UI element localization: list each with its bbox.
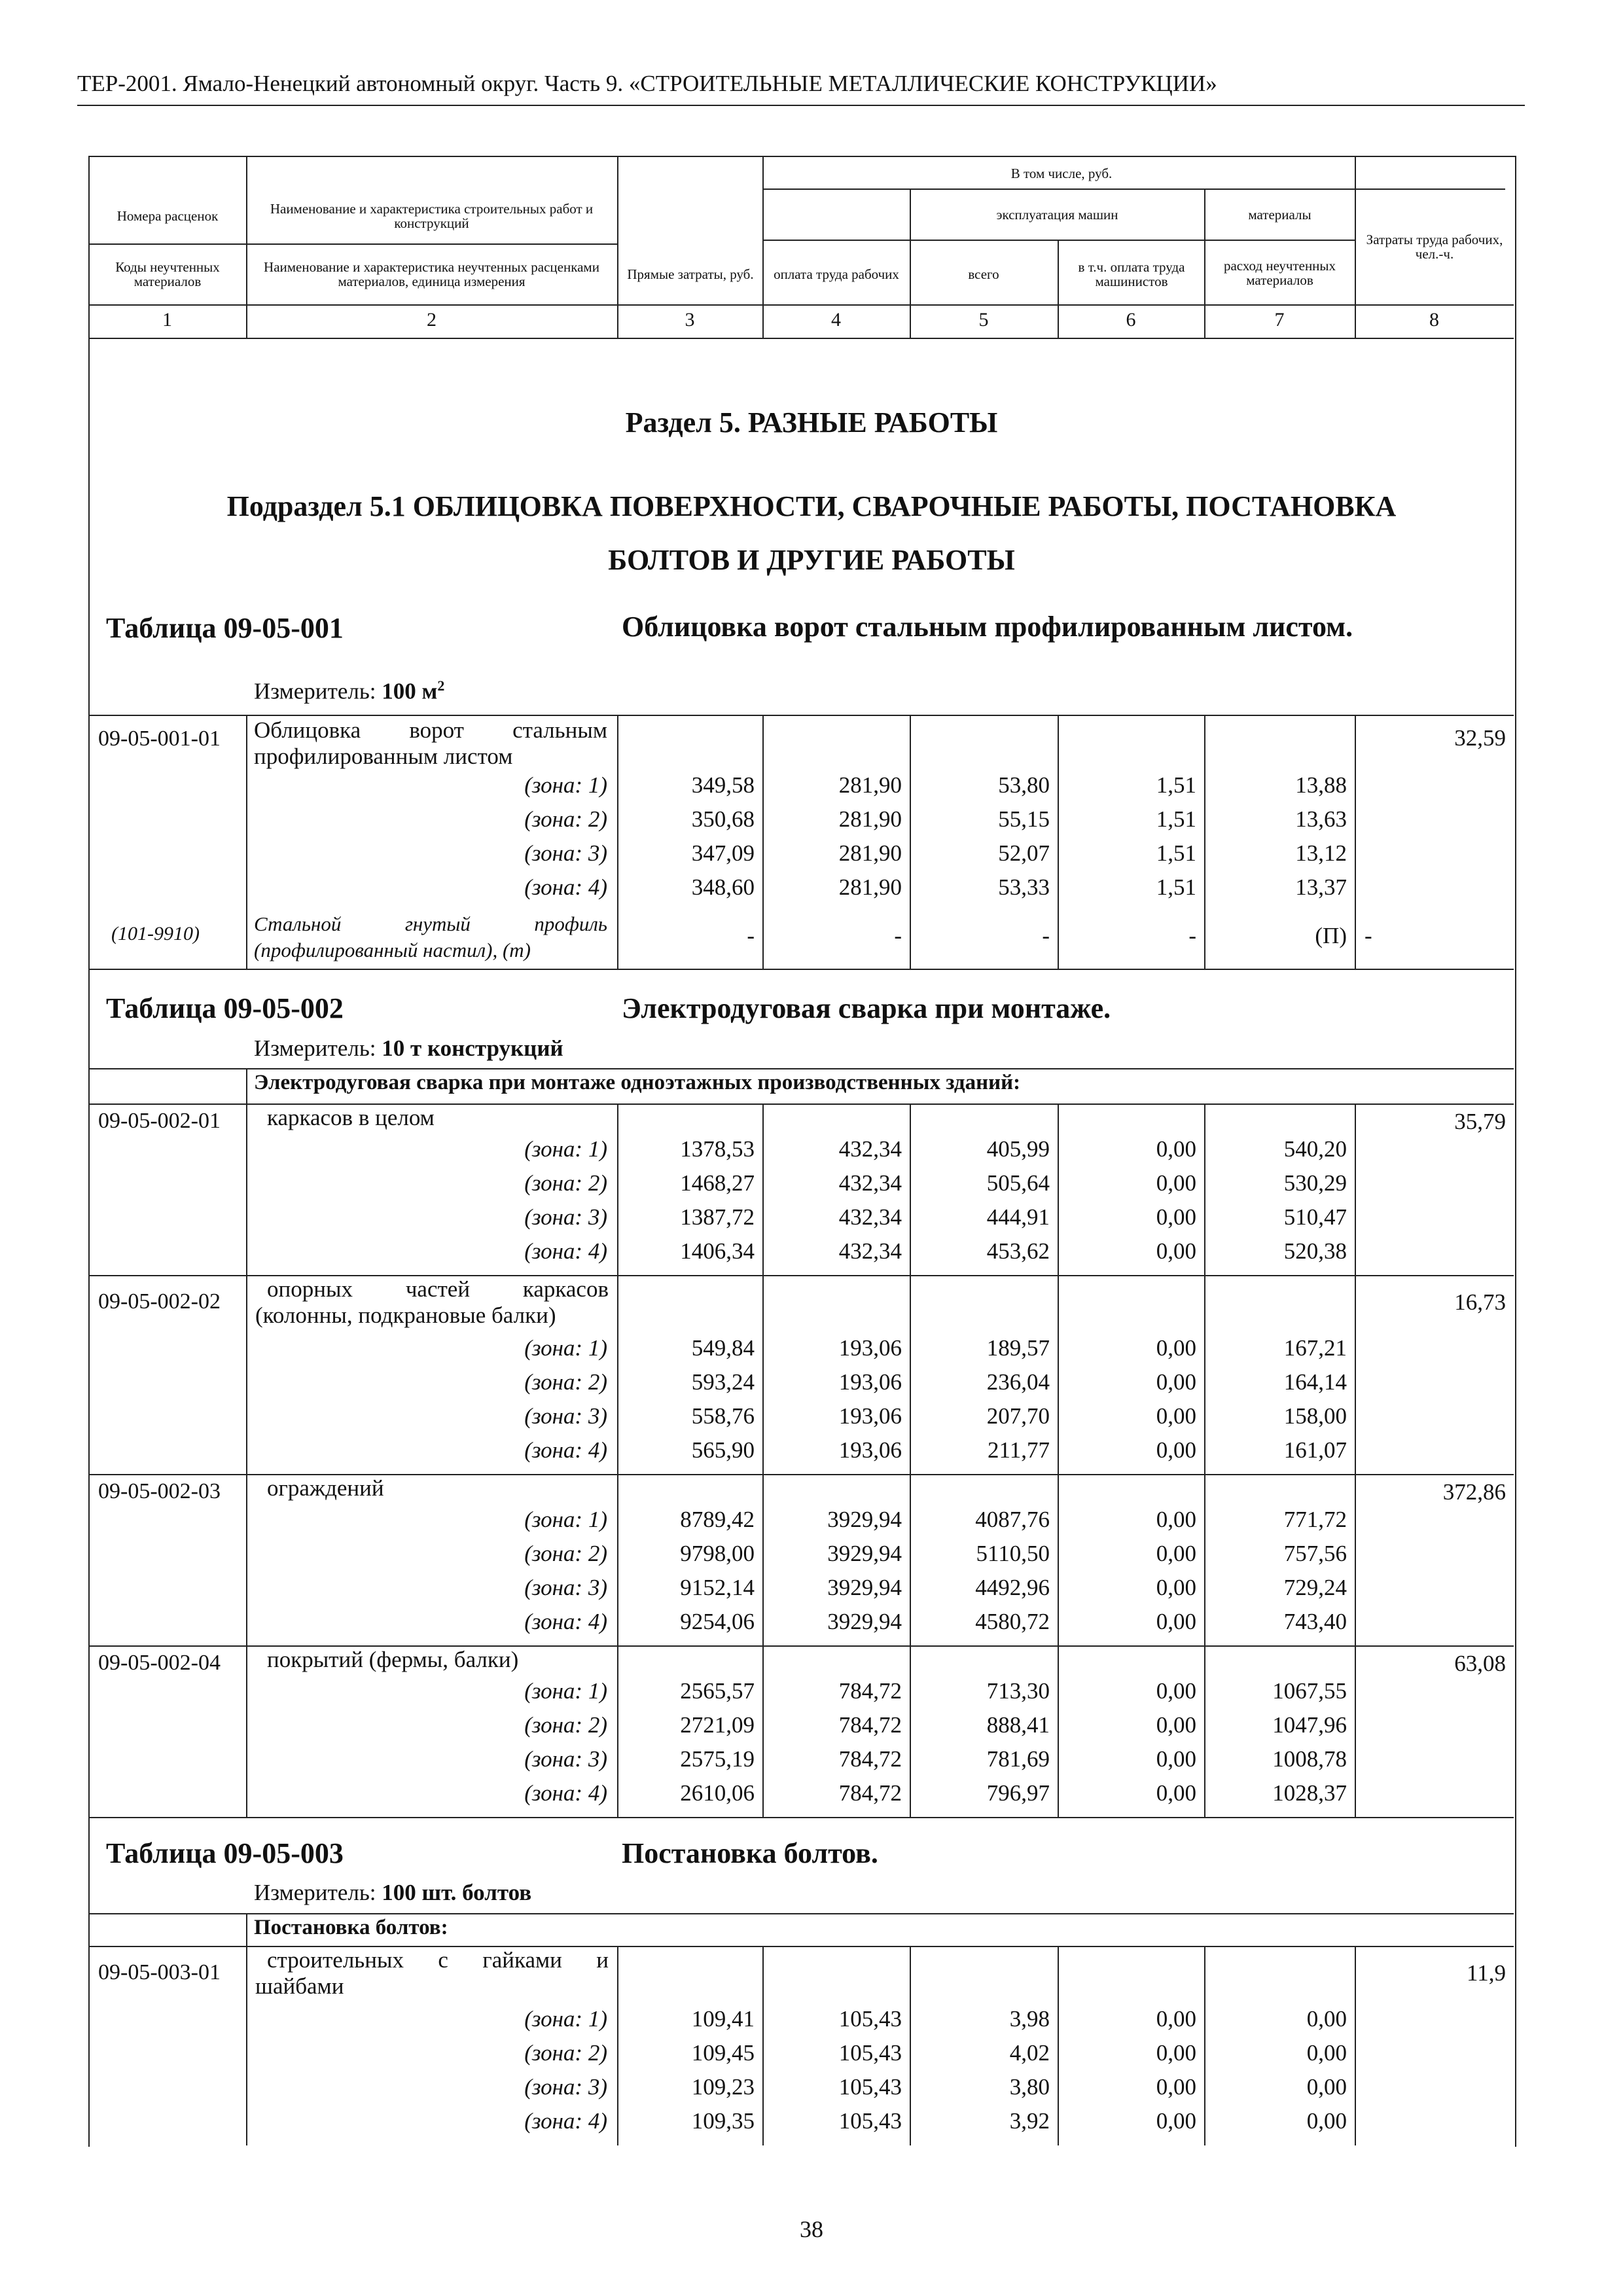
value-c3: 109,45	[691, 2040, 755, 2066]
value-c4: 432,34	[838, 1136, 902, 1162]
column-number: 8	[1429, 309, 1439, 331]
material-value: -	[1364, 923, 1372, 948]
zone-label: (зона: 4)	[524, 2108, 607, 2134]
zone-label: (зона: 3)	[524, 1403, 607, 1429]
value-c7: 757,56	[1283, 1541, 1347, 1566]
value-c6: 1,51	[1156, 772, 1196, 798]
rule	[88, 1068, 1514, 1069]
value-c4: 784,72	[838, 1780, 902, 1806]
col-total: всего	[968, 266, 999, 282]
value-c4: 105,43	[838, 2108, 902, 2134]
rate-description: ограждений	[267, 1475, 384, 1501]
value-c6: 1,51	[1156, 840, 1196, 866]
value-c5: 53,80	[998, 772, 1050, 798]
value-c5: 453,62	[986, 1238, 1050, 1264]
rate-code: 09-05-002-04	[98, 1651, 221, 1675]
value-c6: 0,00	[1156, 1403, 1196, 1429]
header-rule	[77, 105, 1525, 106]
column-number: 6	[1126, 309, 1136, 331]
value-c4: 105,43	[838, 2074, 902, 2100]
value-c3: 2721,09	[680, 1712, 755, 1738]
value-c3: 8789,42	[680, 1507, 755, 1532]
value-c7: 161,07	[1283, 1437, 1347, 1463]
zone-label: (зона: 3)	[524, 1575, 607, 1600]
page-number: 38	[800, 2216, 823, 2242]
value-c7: 167,21	[1283, 1335, 1347, 1361]
zone-label: (зона: 4)	[524, 874, 607, 900]
zone-label: (зона: 2)	[524, 1712, 607, 1738]
material-description: Стальной гнутый профиль (профилированный настил), (т)	[254, 912, 607, 961]
value-c5: 4492,96	[975, 1575, 1050, 1600]
value-c6: 0,00	[1156, 2108, 1196, 2134]
zone-label: (зона: 3)	[524, 2074, 607, 2100]
column-rule	[246, 1474, 247, 1645]
section-title: Раздел 5. РАЗНЫЕ РАБОТЫ	[625, 406, 998, 439]
value-c4: 784,72	[838, 1746, 902, 1772]
value-c7: 0,00	[1306, 2108, 1347, 2134]
value-c7: 1028,37	[1272, 1780, 1347, 1806]
value-c7: 771,72	[1283, 1507, 1347, 1532]
value-c5: 4,02	[1009, 2040, 1050, 2066]
value-c5: 211,77	[988, 1437, 1050, 1463]
value-c4: 193,06	[838, 1403, 902, 1429]
zone-label: (зона: 2)	[524, 1541, 607, 1566]
value-c6: 0,00	[1156, 1780, 1196, 1806]
value-c4: 105,43	[838, 2006, 902, 2032]
value-c5: 888,41	[986, 1712, 1050, 1738]
rate-description: опорных частей каркасов (колонны, подкрановые балки)	[255, 1276, 609, 1328]
value-c5: 713,30	[986, 1678, 1050, 1704]
value-c3: 1468,27	[680, 1170, 755, 1196]
value-c6: 0,00	[1156, 1609, 1196, 1634]
col-name-materials: Наименование и характеристика неучтенных расценками материалов, единица измерения	[264, 259, 599, 289]
col-labor: Затраты труда рабочих, чел.-ч.	[1366, 232, 1503, 262]
table-label: Таблица 09-05-001	[106, 612, 344, 644]
value-c7: 0,00	[1306, 2074, 1347, 2100]
rate-description: Облицовка ворот стальным профилированным листом	[254, 717, 607, 769]
rule	[88, 715, 1514, 716]
value-c4: 432,34	[838, 1204, 902, 1230]
zone-label: (зона: 3)	[524, 1204, 607, 1230]
value-c4: 3929,94	[827, 1575, 902, 1600]
column-number: 4	[831, 309, 841, 331]
material-value: -	[894, 923, 902, 948]
zone-label: (зона: 1)	[524, 1136, 607, 1162]
value-c7: 530,29	[1283, 1170, 1347, 1196]
rate-description: строительных с гайками и шайбами	[255, 1947, 609, 1999]
value-c6: 0,00	[1156, 1335, 1196, 1361]
col-materials: материалы	[1248, 206, 1311, 223]
value-c5: 4580,72	[975, 1609, 1050, 1634]
meter-label: Измеритель:	[254, 1035, 376, 1061]
value-c4: 193,06	[838, 1369, 902, 1395]
value-c7: 0,00	[1306, 2006, 1347, 2032]
value-c4: 432,34	[838, 1170, 902, 1196]
table-title: Облицовка ворот стальным профилированным листом.	[622, 611, 1353, 643]
value-c6: 0,00	[1156, 1541, 1196, 1566]
rule	[910, 240, 1204, 241]
value-c3: 9798,00	[680, 1541, 755, 1566]
meter-label: Измеритель:	[254, 1880, 376, 1905]
column-rule	[246, 1913, 247, 1946]
value-c7: 0,00	[1306, 2040, 1347, 2066]
value-c7: 1008,78	[1272, 1746, 1347, 1772]
column-number: 7	[1274, 309, 1285, 331]
value-c4: 3929,94	[827, 1541, 902, 1566]
value-c6: 0,00	[1156, 1238, 1196, 1264]
zone-label: (зона: 4)	[524, 1437, 607, 1463]
column-number: 3	[685, 309, 695, 331]
value-c6: 0,00	[1156, 2006, 1196, 2032]
rate-code: 09-05-002-01	[98, 1109, 221, 1133]
value-c5: 444,91	[986, 1204, 1050, 1230]
value-c3: 109,41	[691, 2006, 755, 2032]
column-number: 2	[427, 309, 437, 331]
rate-description: покрытий (фермы, балки)	[267, 1647, 519, 1672]
value-c5: 207,70	[986, 1403, 1050, 1429]
rule	[88, 304, 1514, 306]
table-title: Постановка болтов.	[622, 1837, 878, 1869]
value-c3: 349,58	[691, 772, 755, 798]
zone-label: (зона: 3)	[524, 1746, 607, 1772]
value-c5: 53,33	[998, 874, 1050, 900]
rule	[88, 1817, 1514, 1818]
zone-label: (зона: 1)	[524, 2006, 607, 2032]
value-c7: 520,38	[1283, 1238, 1347, 1264]
table-label: Таблица 09-05-003	[106, 1837, 344, 1869]
zone-label: (зона: 4)	[524, 1780, 607, 1806]
zone-label: (зона: 1)	[524, 1678, 607, 1704]
value-c3: 350,68	[691, 806, 755, 832]
value-c5: 781,69	[986, 1746, 1050, 1772]
material-value: -	[1042, 923, 1050, 948]
value-c4: 3929,94	[827, 1609, 902, 1634]
value-c3: 2565,57	[680, 1678, 755, 1704]
value-c6: 0,00	[1156, 1369, 1196, 1395]
value-c4: 432,34	[838, 1238, 902, 1264]
value-c5: 3,98	[1009, 2006, 1050, 2032]
zone-label: (зона: 4)	[524, 1238, 607, 1264]
value-c6: 0,00	[1156, 1136, 1196, 1162]
value-c7: 13,63	[1295, 806, 1347, 832]
value-c7: 1067,55	[1272, 1678, 1347, 1704]
labor-value: 372,86	[1442, 1479, 1506, 1505]
column-rule	[246, 715, 247, 969]
material-code: (101-9910)	[111, 923, 200, 944]
value-c5: 4087,76	[975, 1507, 1050, 1532]
column-rule	[762, 156, 764, 338]
value-c6: 1,51	[1156, 806, 1196, 832]
value-c4: 784,72	[838, 1678, 902, 1704]
col-machines: эксплуатация машин	[996, 206, 1118, 223]
value-c4: 3929,94	[827, 1507, 902, 1532]
value-c5: 3,80	[1009, 2074, 1050, 2100]
value-c6: 0,00	[1156, 1712, 1196, 1738]
value-c3: 1378,53	[680, 1136, 755, 1162]
value-c6: 0,00	[1156, 1204, 1196, 1230]
value-c7: 729,24	[1283, 1575, 1347, 1600]
value-c3: 2610,06	[680, 1780, 755, 1806]
rule	[88, 1913, 1514, 1914]
value-c4: 193,06	[838, 1437, 902, 1463]
value-c4: 193,06	[838, 1335, 902, 1361]
zone-label: (зона: 3)	[524, 840, 607, 866]
value-c5: 52,07	[998, 840, 1050, 866]
value-c6: 0,00	[1156, 2074, 1196, 2100]
zone-label: (зона: 1)	[524, 772, 607, 798]
column-rule	[246, 1103, 247, 1275]
zone-label: (зона: 1)	[524, 1507, 607, 1532]
value-c7: 164,14	[1283, 1369, 1347, 1395]
labor-value: 63,08	[1454, 1651, 1506, 1676]
column-rule	[246, 1068, 247, 1103]
column-rule	[1355, 156, 1356, 338]
rate-code: 09-05-002-02	[98, 1289, 221, 1314]
value-c3: 109,23	[691, 2074, 755, 2100]
value-c6: 0,00	[1156, 1746, 1196, 1772]
column-number: 5	[978, 309, 989, 331]
labor-value: 32,59	[1454, 725, 1506, 751]
value-c6: 0,00	[1156, 1575, 1196, 1600]
value-c4: 281,90	[838, 874, 902, 900]
value-c5: 405,99	[986, 1136, 1050, 1162]
value-c7: 743,40	[1283, 1609, 1347, 1634]
col-unaccounted: расход неучтенных материалов	[1223, 258, 1336, 288]
meter	[254, 1035, 563, 1062]
zone-label: (зона: 2)	[524, 1170, 607, 1196]
value-c5: 5110,50	[976, 1541, 1050, 1566]
value-c3: 593,24	[691, 1369, 755, 1395]
rule	[88, 338, 1514, 339]
material-value: (П)	[1315, 923, 1347, 948]
col-incl: В том числе, руб.	[1010, 165, 1113, 181]
value-c7: 510,47	[1283, 1204, 1347, 1230]
value-c3: 1387,72	[680, 1204, 755, 1230]
value-c3: 558,76	[691, 1403, 755, 1429]
col-codes: Коды неучтенных материалов	[115, 259, 220, 289]
column-rule	[1204, 188, 1205, 338]
meter-value: 100 шт. болтов	[382, 1880, 532, 1905]
subsection-title: Подраздел 5.1 ОБЛИЦОВКА ПОВЕРХНОСТИ, СВАРОЧНЫЕ РАБОТЫ, ПОСТАНОВКА	[226, 490, 1397, 522]
value-c4: 784,72	[838, 1712, 902, 1738]
value-c5: 55,15	[998, 806, 1050, 832]
rule	[88, 969, 1514, 970]
group-title: Электродуговая сварка при монтаже одноэтажных производственных зданий:	[254, 1071, 1021, 1094]
value-c6: 0,00	[1156, 1437, 1196, 1463]
col-rates-no: Номера расценок	[116, 208, 219, 224]
value-c5: 796,97	[986, 1780, 1050, 1806]
value-c3: 1406,34	[680, 1238, 755, 1264]
labor-value: 11,9	[1467, 1960, 1506, 1986]
material-value: -	[747, 923, 755, 948]
zone-label: (зона: 1)	[524, 1335, 607, 1361]
column-rule	[246, 1275, 247, 1474]
rate-description: каркасов в целом	[267, 1105, 435, 1130]
subsection-title-2: БОЛТОВ И ДРУГИЕ РАБОТЫ	[608, 544, 1015, 576]
value-c5: 236,04	[986, 1369, 1050, 1395]
value-c3: 9152,14	[680, 1575, 755, 1600]
labor-value: 16,73	[1454, 1289, 1506, 1315]
value-c3: 2575,19	[680, 1746, 755, 1772]
col-wages: оплата труда рабочих	[774, 266, 899, 282]
value-c7: 13,88	[1295, 772, 1347, 798]
value-c4: 281,90	[838, 840, 902, 866]
material-value: -	[1188, 923, 1196, 948]
column-rule	[246, 1645, 247, 1817]
value-c3: 109,35	[691, 2108, 755, 2134]
value-c6: 0,00	[1156, 1507, 1196, 1532]
meter-value: 10 т конструкций	[382, 1035, 563, 1061]
value-c3: 348,60	[691, 874, 755, 900]
value-c6: 0,00	[1156, 1678, 1196, 1704]
value-c7: 158,00	[1283, 1403, 1347, 1429]
page-header: ТЕР-2001. Ямало-Ненецкий автономный округ. Часть 9. «СТРОИТЕЛЬНЫЕ МЕТАЛЛИЧЕСКИЕ КОНСТРУКЦИИ»	[77, 71, 1217, 96]
value-c3: 565,90	[691, 1437, 755, 1463]
column-rule	[617, 156, 618, 338]
table-label: Таблица 09-05-002	[106, 992, 344, 1024]
group-title: Постановка болтов:	[254, 1916, 448, 1939]
meter: Измеритель: 100 $м^2$	[254, 677, 445, 704]
value-c5: 189,57	[986, 1335, 1050, 1361]
column-rule	[246, 156, 247, 338]
value-c5: 3,92	[1009, 2108, 1050, 2134]
value-c6: 0,00	[1156, 1170, 1196, 1196]
rate-code: 09-05-002-03	[98, 1479, 221, 1503]
rate-code: 09-05-001-01	[98, 726, 221, 751]
value-c7: 13,37	[1295, 874, 1347, 900]
value-c4: 105,43	[838, 2040, 902, 2066]
column-rule	[246, 1946, 247, 2145]
value-c4: 281,90	[838, 806, 902, 832]
value-c3: 347,09	[691, 840, 755, 866]
value-c7: 1047,96	[1272, 1712, 1347, 1738]
value-c3: 9254,06	[680, 1609, 755, 1634]
column-rule	[910, 188, 911, 338]
value-c7: 13,12	[1295, 840, 1347, 866]
table-title: Электродуговая сварка при монтаже.	[622, 992, 1111, 1024]
column-rule	[1355, 715, 1356, 969]
rate-code: 09-05-003-01	[98, 1960, 221, 1984]
meter	[254, 1880, 531, 1906]
value-c6: 1,51	[1156, 874, 1196, 900]
zone-label: (зона: 2)	[524, 806, 607, 832]
col-direct: Прямые затраты, руб.	[627, 266, 754, 282]
value-c6: 0,00	[1156, 2040, 1196, 2066]
col-name: Наименование и характеристика строительных работ и конструкций	[270, 201, 594, 231]
value-c5: 505,64	[986, 1170, 1050, 1196]
col-incl-wages: в т.ч. оплата труда машинистов	[1078, 259, 1185, 289]
zone-label: (зона: 2)	[524, 2040, 607, 2066]
value-c7: 540,20	[1283, 1136, 1347, 1162]
value-c3: 549,84	[691, 1335, 755, 1361]
zone-label: (зона: 4)	[524, 1609, 607, 1634]
value-c4: 281,90	[838, 772, 902, 798]
column-number: 1	[162, 309, 172, 331]
zone-label: (зона: 2)	[524, 1369, 607, 1395]
labor-value: 35,79	[1454, 1109, 1506, 1134]
column-rule	[1058, 240, 1059, 338]
